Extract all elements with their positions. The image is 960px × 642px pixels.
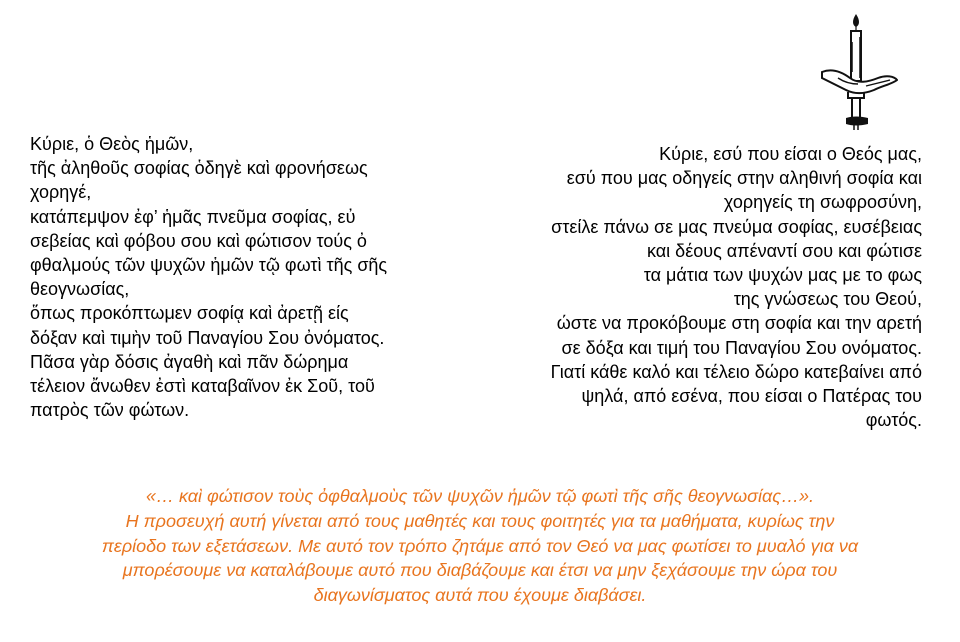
text-line: της γνώσεως του Θεού, — [733, 289, 922, 310]
note-line: διαγωνίσματος αυτά που έχουμε διαβάσει. — [313, 585, 647, 606]
text-line: εσύ που μας οδηγείς στην αληθινή σοφία και — [566, 168, 922, 189]
text-line: τα μάτια των ψυχών μας με το φως — [643, 265, 922, 286]
text-line: τέλειον ἄνωθεν ἐστὶ καταβαῖνον ἐκ Σοῦ, τοῦ — [30, 376, 375, 397]
note-line: μπορέσουμε να καταλάβουμε αυτό που διαβάζουμε και έτσι να μην ξεχάσουμε την ώρα του — [122, 560, 838, 581]
text-line: ψηλά, από εσένα, που είσαι ο Πατέρας του — [581, 386, 922, 407]
text-line: φθαλμούς τῶν ψυχῶν ἡμῶν τῷ φωτὶ τῆς σῆς — [30, 255, 388, 276]
modern-greek-translation — [478, 142, 922, 432]
greek-original-prayer — [30, 132, 470, 422]
note-quote: «… καὶ φώτισον τοὺς ὀφθαλμοὺς τῶν ψυχῶν ἡμῶν τῷ φωτὶ τῆς σῆς θεογνωσίας…». — [146, 486, 814, 506]
text-line: τῆς ἀληθοῦς σοφίας ὁδηγὲ καὶ φρονήσεως — [30, 158, 368, 179]
text-line: και δέους απέναντί σου και φώτισε — [647, 240, 922, 261]
text-line: φωτός. — [865, 410, 922, 431]
text-line: ώστε να προκόβουμε στη σοφία και την αρετή — [556, 313, 922, 334]
note-line: περίοδο των εξετάσεων. Με αυτό τον τρόπο ζητάμε από τον Θεό να μας φωτίσει το μυαλό για να — [101, 535, 859, 556]
text-line: θεογνωσίας, — [30, 279, 130, 300]
text-line: Κύριε, εσύ που είσαι ο Θεός μας, — [659, 144, 922, 164]
text-line: σεβείας καὶ φόβου σου καὶ φώτισον τούς ὀ — [30, 230, 367, 251]
text-line: Πᾶσα γὰρ δόσις ἀγαθὴ καὶ πᾶν δώρημα — [30, 351, 349, 372]
explanatory-note — [20, 484, 940, 608]
text-line: δόξαν καὶ τιμὴν τοῦ Παναγίου Σου ὀνόματος. — [30, 327, 385, 348]
text-line: στείλε πάνω σε μας πνεύμα σοφίας, ευσέβειας — [551, 216, 922, 237]
candle-in-hand-icon — [818, 12, 898, 130]
text-line: ὅπως προκόπτωμεν σοφίᾳ καὶ ἀρετῇ είς — [30, 303, 349, 324]
text-line: χορηγέ, — [30, 182, 92, 203]
text-line: κατάπεμψον ἐφ’ ἡμᾶς πνεῦμα σοφίας, εὐ — [30, 206, 356, 227]
text-line: Κύριε, ὁ Θεὸς ἡμῶν, — [30, 134, 194, 154]
text-line: πατρὸς τῶν φώτων. — [30, 400, 190, 421]
text-line: Γιατί κάθε καλό και τέλειο δώρο κατεβαίνει από — [550, 361, 922, 382]
note-line: Η προσευχή αυτή γίνεται από τους μαθητές και τους φοιτητές για τα μαθήματα, κυρίως την — [125, 510, 835, 531]
text-line: χορηγείς τη σωφροσύνη, — [723, 192, 922, 213]
text-line: σε δόξα και τιμή του Παναγίου Σου ονόματος. — [561, 337, 922, 358]
